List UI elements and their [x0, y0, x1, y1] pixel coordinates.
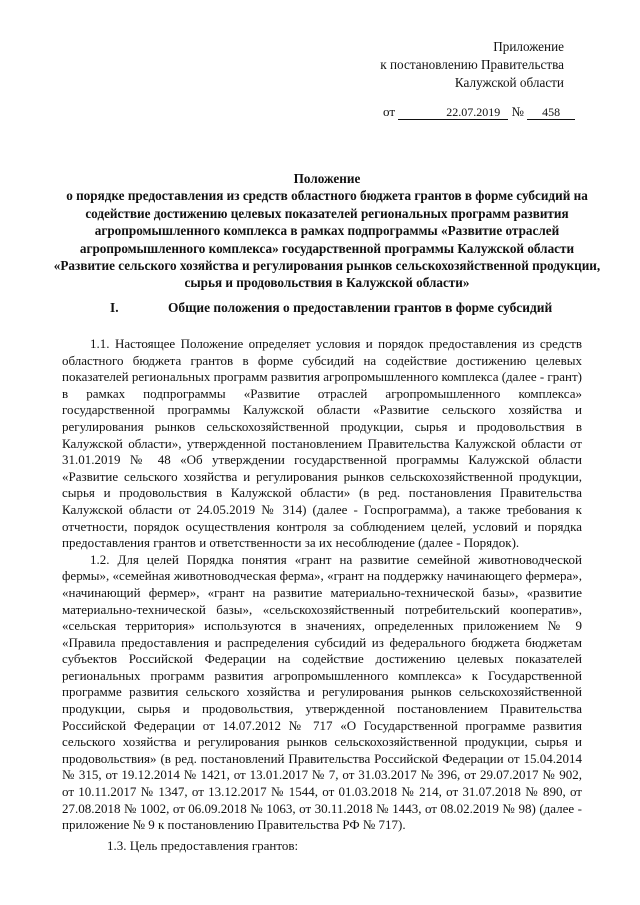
resolution-date: 22.07.2019 [398, 105, 508, 120]
attachment-header [324, 38, 564, 92]
paragraph-1-3: 1.3. Цель предоставления грантов: [107, 837, 299, 853]
attachment-region: Калужской области [454, 75, 564, 90]
attachment-label: Приложение [493, 39, 564, 54]
document-title [52, 170, 602, 292]
from-label: от [383, 104, 396, 119]
document-body [62, 336, 582, 854]
title-heading: Положение [293, 171, 361, 186]
number-sign: № [511, 104, 524, 119]
section-number: I. [110, 300, 119, 315]
title-text: о порядке предоставления из средств областного бюджета грантов в форме субсидий на содействие достижению целевых показателей региональных программ развития агропромышленного комплекса в рамках подпрограммы «Развитие отраслей агропромышленного комплекса» государственной программы Калужской области «Развитие сельского хозяйства и регулирования рынков сельскохозяйственной продукции, сырья и продовольствия в Калужской области» [53, 188, 601, 291]
resolution-date-line [383, 104, 575, 120]
resolution-number: 458 [527, 105, 575, 120]
section-heading [110, 300, 552, 316]
section-title: Общие положения о предоставлении грантов в форме субсидий [168, 300, 553, 315]
attachment-resolution: к постановлению Правительства [380, 57, 564, 72]
paragraph-1-2: 1.2. Для целей Порядка понятия «грант на развитие семейной животноводческой фермы», «семейная животноводческая ферма», «грант на поддержку начинающего фермера», «начинающий фермер», «грант на развитие материально-технической базы», «развитие материально-технической базы», «сельскохозяйственный потребительский кооператив», «сельская территория» используются в значениях, определенных приложением № 9 «Правила предоставления и распределения субсидий из федерального бюджета бюджетам субъектов Российской Федерации на содействие достижению целевых показателей региональных программ развития агропромышленного комплекса» к Государственной программе развития сельского хозяйства и регулирования рынков сельскохозяйственной продукции, сырья и продовольствия, утвержденной постановлением Правительства Российской Федерации от 14.07.2012 № 717 «О Государственной программе развития сельского хозяйства и регулирования рынков сельскохозяйственной продукции, сырья и продовольствия» (в ред. постановлений Правительства Российской Федерации от 15.04.2014 № 315, от 19.12.2014 № 1421, от 13.01.2017 № 7, от 31.03.2017 № 396, от 29.07.2017 № 902, от 10.11.2017 № 1347, от 13.12.2017 № 1544, от 01.03.2018 № 214, от 31.07.2018 № 890, от 27.08.2018 № 1002, от 06.09.2018 № 1063, от 30.11.2018 № 1443, от 08.02.2019 № 98) (далее - приложение № 9 к постановлению Правительства РФ № 717). [62, 551, 582, 833]
paragraph-1-1: 1.1. Настоящее Положение определяет условия и порядок предоставления из средств областного бюджета грантов в форме субсидий на содействие достижению целевых показателей региональных программ развития агропромышленного комплекса (далее - грант) в рамках подпрограммы «Развитие отраслей агропромышленного комплекса» государственной программы Калужской области «Развитие сельского хозяйства и регулирования рынков сельскохозяйственной продукции, сырья и продовольствия в Калужской области», утвержденной постановлением Правительства Калужской области от 31.01.2019 № 48 «Об утверждении государственной программы Калужской области «Развитие сельского хозяйства и регулирования рынков сельскохозяйственной продукции, сырья и продовольствия в Калужской области» (в ред. постановления Правительства Калужской области от 24.05.2019 № 314) (далее - Госпрограмма), а также требования к отчетности, порядок осуществления контроля за соблюдением целей, условий и порядка предоставления грантов и ответственности за их несоблюдение (далее - Порядок). [62, 336, 582, 551]
